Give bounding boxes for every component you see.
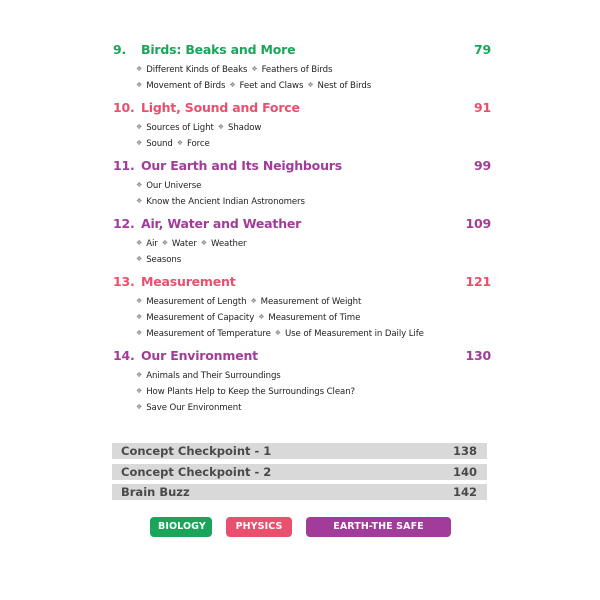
chapter-heading [113, 158, 491, 178]
topic-item: Shadow [227, 123, 262, 133]
topic-item: Seasons [146, 255, 182, 265]
chapter-title: Our Environment [141, 348, 258, 363]
bullet-diamond-icon: ❖ [136, 139, 143, 147]
bullet-diamond-icon: ❖ [307, 81, 314, 89]
topic-item: Sound [146, 139, 173, 149]
topic-line [113, 178, 491, 194]
bullet-diamond-icon: ❖ [136, 123, 143, 131]
extra-label: Brain Buzz [121, 485, 190, 499]
topic-line [113, 400, 491, 416]
bullet-diamond-icon: ❖ [161, 239, 168, 247]
chapter-entry[interactable] [113, 274, 491, 342]
extras-list [112, 443, 487, 505]
chapter-page: 91 [474, 100, 491, 115]
topic-line [113, 384, 491, 400]
bullet-diamond-icon: ❖ [136, 297, 143, 305]
chapter-number: 10. [113, 100, 135, 115]
bullet-diamond-icon: ❖ [217, 123, 224, 131]
chapter-heading [113, 274, 491, 294]
extra-page: 138 [452, 444, 477, 458]
table-of-contents [113, 42, 491, 422]
bullet-diamond-icon: ❖ [136, 181, 143, 189]
topic-item: Movement of Birds [146, 81, 226, 91]
chapter-number: 13. [113, 274, 135, 289]
chapter-page: 79 [474, 42, 491, 57]
extra-page: 142 [452, 485, 477, 499]
topic-item: How Plants Help to Keep the Surroundings Clean? [146, 387, 355, 397]
bullet-diamond-icon: ❖ [136, 197, 143, 205]
chapter-number: 12. [113, 216, 135, 231]
topic-item: Force [186, 139, 210, 149]
extra-label: Concept Checkpoint - 1 [121, 444, 272, 458]
chapter-page: 99 [474, 158, 491, 173]
topic-item: Measurement of Temperature [146, 329, 271, 339]
topic-item: Measurement of Capacity [146, 313, 255, 323]
legend-earth-badge: EARTH-THE SAFE ABODE [306, 517, 451, 537]
chapter-entry[interactable] [113, 216, 491, 268]
bullet-diamond-icon: ❖ [258, 313, 265, 321]
chapter-entry[interactable] [113, 100, 491, 152]
extra-row-concept-checkpoint-1[interactable] [112, 443, 487, 459]
bullet-diamond-icon: ❖ [136, 313, 143, 321]
topic-item: Know the Ancient Indian Astronomers [146, 197, 305, 207]
topic-line [113, 78, 491, 94]
topic-item: Air [146, 239, 158, 249]
extra-row-brain-buzz[interactable] [112, 484, 487, 500]
chapter-page: 109 [465, 216, 491, 231]
bullet-diamond-icon: ❖ [274, 329, 281, 337]
extra-label: Concept Checkpoint - 2 [121, 464, 272, 479]
bullet-diamond-icon: ❖ [136, 65, 143, 73]
chapter-heading [113, 42, 491, 62]
chapter-number: 9. [113, 42, 127, 57]
bullet-diamond-icon: ❖ [136, 255, 143, 263]
bullet-diamond-icon: ❖ [136, 403, 143, 411]
topic-line [113, 236, 491, 252]
topic-item: Measurement of Length [146, 297, 247, 307]
topic-line [113, 62, 491, 78]
topic-line [113, 326, 491, 342]
extra-page: 140 [452, 464, 477, 479]
topic-item: Feet and Claws [239, 81, 304, 91]
topic-line [113, 194, 491, 210]
bullet-diamond-icon: ❖ [136, 329, 143, 337]
chapter-heading [113, 216, 491, 236]
topic-item: Different Kinds of Beaks [146, 65, 248, 75]
topic-item: Water [171, 239, 197, 249]
bullet-diamond-icon: ❖ [136, 371, 143, 379]
extra-row-concept-checkpoint-2[interactable] [112, 464, 487, 480]
topic-line [113, 294, 491, 310]
topic-item: Use of Measurement in Daily Life [284, 329, 424, 339]
topic-line [113, 136, 491, 152]
topic-item: Our Universe [146, 181, 202, 191]
chapter-title: Our Earth and Its Neighbours [141, 158, 342, 173]
chapter-number: 11. [113, 158, 135, 173]
chapter-title: Measurement [141, 274, 236, 289]
bullet-diamond-icon: ❖ [250, 297, 257, 305]
bullet-diamond-icon: ❖ [176, 139, 183, 147]
topic-item: Feathers of Birds [261, 65, 333, 75]
bullet-diamond-icon: ❖ [136, 387, 143, 395]
bullet-diamond-icon: ❖ [251, 65, 258, 73]
bullet-diamond-icon: ❖ [136, 81, 143, 89]
topic-line [113, 252, 491, 268]
topic-item: Weather [210, 239, 247, 249]
chapter-entry[interactable] [113, 158, 491, 210]
chapter-entry[interactable] [113, 42, 491, 94]
chapter-heading [113, 100, 491, 120]
topic-item: Nest of Birds [317, 81, 372, 91]
chapter-title: Air, Water and Weather [141, 216, 302, 231]
topic-line [113, 368, 491, 384]
topic-item: Sources of Light [146, 123, 214, 133]
topic-item: Measurement of Time [268, 313, 361, 323]
category-legend [150, 517, 451, 552]
legend-biology-badge: BIOLOGY [150, 517, 212, 537]
chapter-page: 121 [465, 274, 491, 289]
chapter-page: 130 [465, 348, 491, 363]
chapter-entry[interactable] [113, 348, 491, 416]
bullet-diamond-icon: ❖ [200, 239, 207, 247]
bullet-diamond-icon: ❖ [229, 81, 236, 89]
chapter-number: 14. [113, 348, 135, 363]
legend-physics-badge: PHYSICS [226, 517, 292, 537]
chapter-heading [113, 348, 491, 368]
topic-line [113, 120, 491, 136]
topic-item: Animals and Their Surroundings [146, 371, 281, 381]
topic-line [113, 310, 491, 326]
topic-item: Save Our Environment [146, 403, 242, 413]
chapter-title: Light, Sound and Force [141, 100, 300, 115]
chapter-title: Birds: Beaks and More [141, 42, 296, 57]
bullet-diamond-icon: ❖ [136, 239, 143, 247]
topic-item: Measurement of Weight [260, 297, 362, 307]
